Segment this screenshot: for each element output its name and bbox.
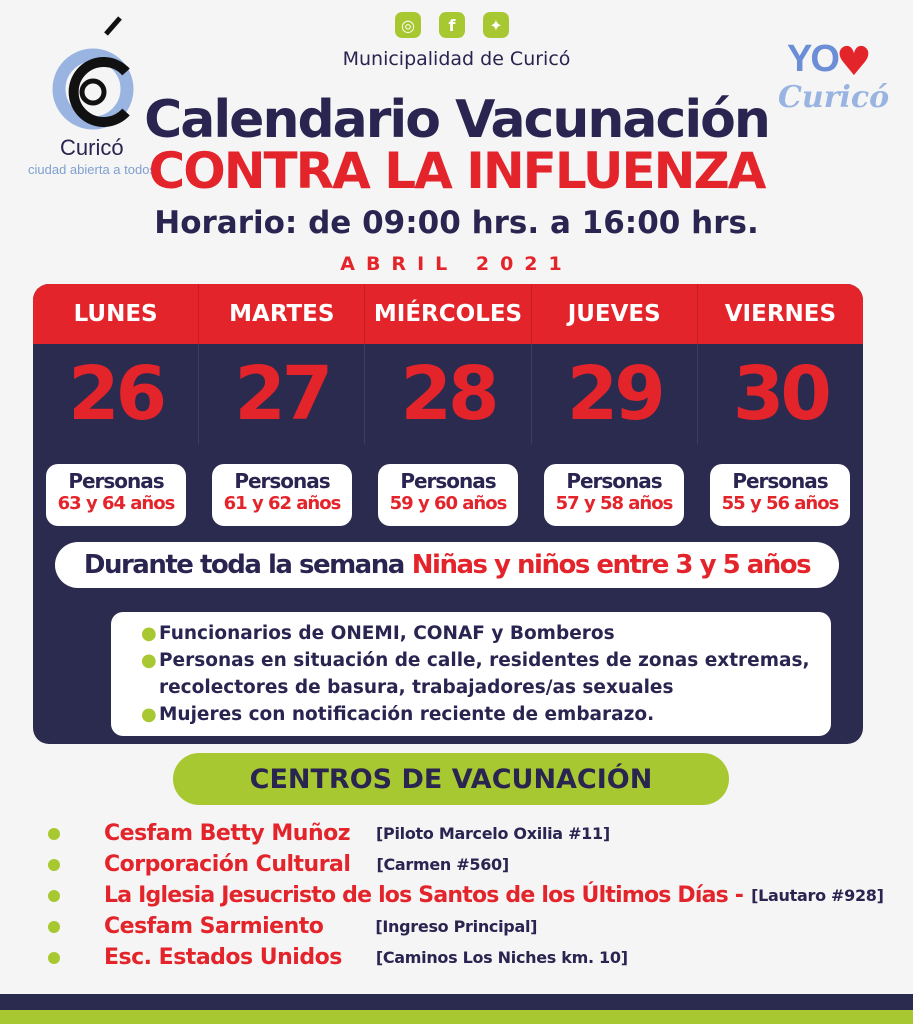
list-item — [48, 818, 908, 849]
center-address: [Piloto Marcelo Oxilia #11] — [376, 824, 610, 843]
center-name: Cesfam Betty Muñoz — [104, 821, 351, 846]
bullet-icon: ● — [141, 650, 157, 671]
center-address: [Carmen #560] — [376, 855, 509, 874]
pill-ages: 57 y 58 años — [555, 493, 673, 514]
bullet-icon: ● — [141, 623, 157, 644]
facebook-icon[interactable]: f — [439, 12, 465, 38]
schedule: Horario: de 09:00 hrs. a 16:00 hrs. — [154, 205, 759, 241]
list-item — [48, 911, 908, 942]
municipality-name: Municipalidad de Curicó — [342, 48, 571, 70]
bullet-icon — [48, 952, 60, 964]
title-line1: Calendario Vacunación — [144, 90, 769, 150]
day-name: JUEVES — [532, 284, 698, 344]
heart-icon: ♥ — [836, 39, 872, 85]
day-number: 27 — [234, 351, 330, 437]
pill-label: Personas — [566, 469, 662, 493]
badge-yo: YO — [787, 38, 838, 80]
instagram-icon[interactable]: ◎ — [395, 12, 421, 38]
center-name: Corporación Cultural — [104, 852, 351, 877]
center-name: La Iglesia Jesucristo de los Santos de los Últimos Días - — [104, 883, 744, 908]
list-item — [141, 701, 831, 728]
list-item — [141, 620, 831, 647]
day-number: 29 — [566, 351, 662, 437]
center-name: Cesfam Sarmiento — [104, 914, 324, 939]
pill-ages: 59 y 60 años — [389, 493, 507, 514]
list-item — [141, 674, 831, 701]
centros-list — [48, 818, 908, 973]
centros-title: CENTROS DE VACUNACIÓN — [173, 753, 729, 805]
age-pills — [33, 464, 863, 526]
age-pill — [212, 464, 352, 526]
title-line2: CONTRA LA INFLUENZA — [148, 142, 765, 200]
badge-curico: Curicó — [778, 80, 890, 115]
age-pill — [46, 464, 186, 526]
bullet-icon: ● — [141, 704, 157, 725]
pill-label: Personas — [400, 469, 496, 493]
spacer — [141, 674, 159, 701]
center-address: [Caminos Los Niches km. 10] — [375, 948, 628, 967]
group-text: recolectores de basura, trabajadores/as sexuales — [159, 677, 674, 698]
center-address: [Lautaro #928] — [751, 886, 884, 905]
list-item — [48, 880, 908, 911]
pill-label: Personas — [68, 469, 164, 493]
pill-ages: 55 y 56 años — [721, 493, 839, 514]
bullet-icon — [48, 828, 60, 840]
week-prefix: Durante toda la semana — [83, 550, 404, 580]
list-item — [48, 942, 908, 973]
day-number: 30 — [732, 351, 828, 437]
week-banner — [55, 542, 839, 588]
day-name: LUNES — [33, 284, 199, 344]
pill-ages: 61 y 62 años — [223, 493, 341, 514]
day-header-bar — [33, 284, 863, 344]
bullet-icon — [48, 890, 60, 902]
calendar-panel — [33, 284, 863, 744]
group-text: Funcionarios de ONEMI, CONAF y Bomberos — [159, 623, 615, 644]
week-highlight: Niñas y niños entre 3 y 5 años — [411, 550, 811, 580]
footer-stripe-navy — [0, 994, 913, 1010]
day-name: VIERNES — [724, 301, 837, 327]
list-item — [141, 647, 831, 674]
day-number: 26 — [68, 351, 164, 437]
logo-tagline: ciudad abierta a todos — [28, 162, 156, 177]
center-name: Esc. Estados Unidos — [104, 945, 342, 970]
list-item — [48, 849, 908, 880]
day-number: 28 — [400, 351, 496, 437]
age-pill — [710, 464, 850, 526]
group-text: Personas en situación de calle, residentes de zonas extremas, — [159, 650, 810, 671]
age-pill — [378, 464, 518, 526]
bullet-icon — [48, 859, 60, 871]
bullet-icon — [48, 921, 60, 933]
priority-groups — [111, 612, 831, 736]
day-numbers — [33, 344, 863, 444]
center-address: [Ingreso Principal] — [375, 917, 538, 936]
footer-stripe-green — [0, 1010, 913, 1024]
logo-name: Curicó — [60, 135, 124, 160]
social-icons — [395, 12, 509, 38]
pill-ages: 63 y 64 años — [57, 493, 175, 514]
day-name: MIÉRCOLES — [365, 284, 531, 344]
group-text: Mujeres con notificación reciente de embarazo. — [159, 704, 655, 725]
day-name: MARTES — [199, 284, 365, 344]
month: ABRIL 2021 — [340, 253, 573, 275]
pill-label: Personas — [234, 469, 330, 493]
pill-label: Personas — [732, 469, 828, 493]
twitter-icon[interactable]: ✦ — [483, 12, 509, 38]
age-pill — [544, 464, 684, 526]
